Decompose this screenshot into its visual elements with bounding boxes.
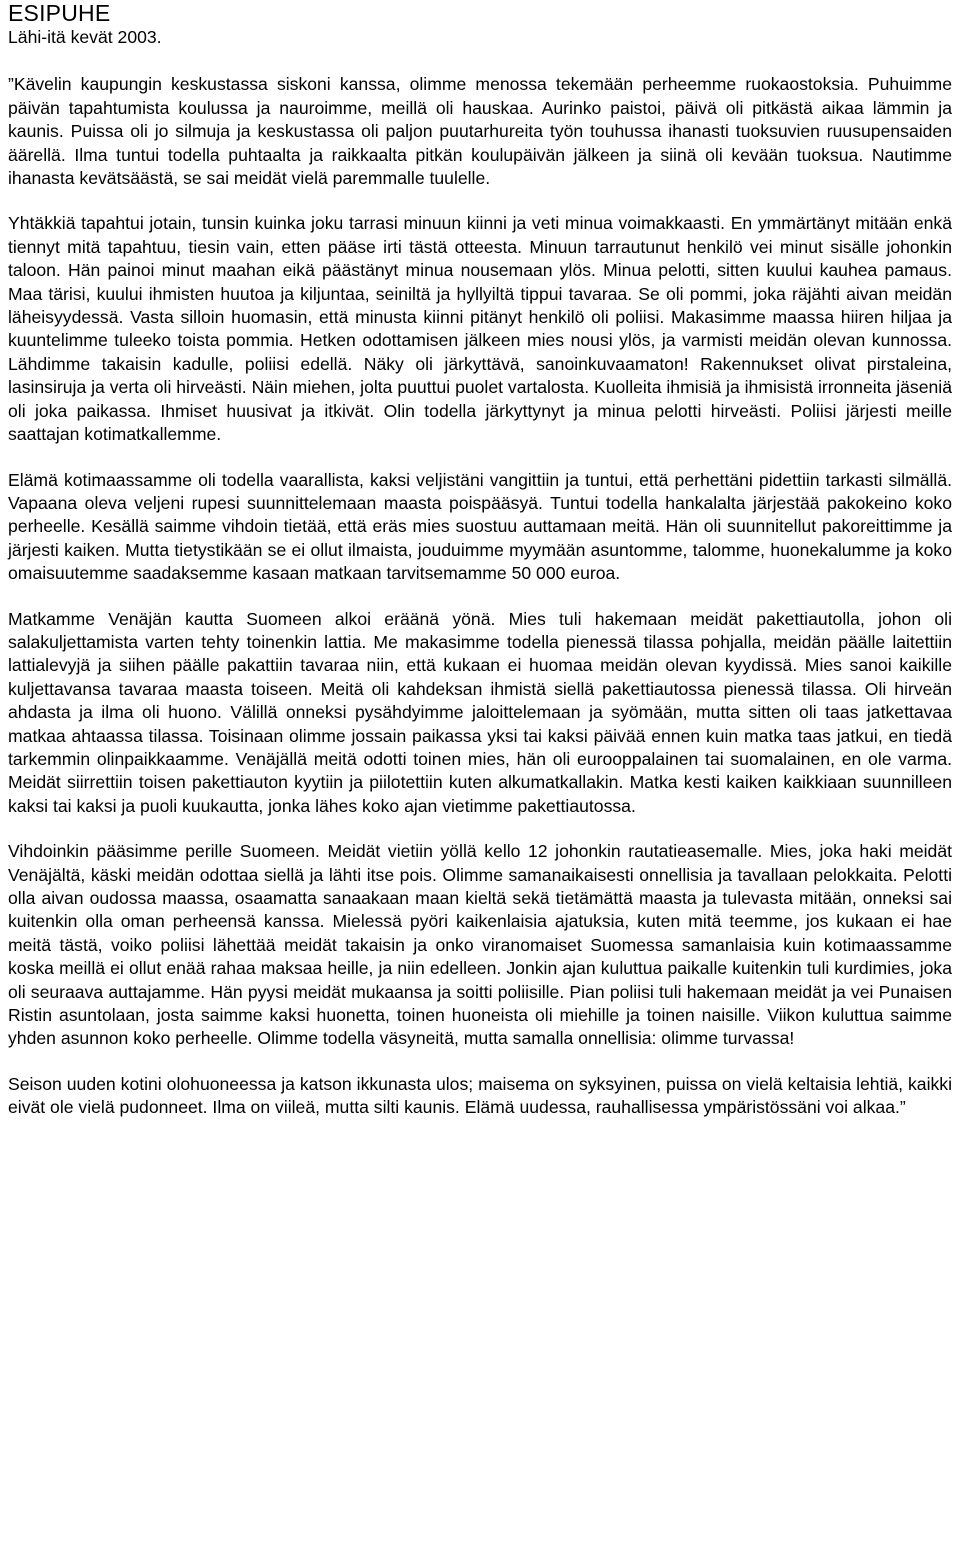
paragraph-3: Elämä kotimaassamme oli todella vaarallista, kaksi veljistäni vangittiin ja tuntui, että perhettäni pidettiin tarkasti silmällä. Vapaana oleva veljeni rupesi suunnittelemaan maasta poispääsyä. Tuntui todella hankalalta järjestää pakokeino koko perheelle. Kesällä saimme vihdoin tietää, että eräs mies suostuu auttamaan meitä. Hän oli suunnitellut pakoreittimme ja järjesti kaiken. Mutta tietystikään se ei ollut ilmaista, jouduimme myymään asuntomme, talomme, huonekalumme ja koko omaisuutemme saadaksemme kasaan matkaan tarvitsemamme 50 000 euroa. xyxy=(8,469,952,584)
document-title: ESIPUHE xyxy=(8,0,111,26)
paragraph-2: Yhtäkkiä tapahtui jotain, tunsin kuinka joku tarrasi minuun kiinni ja veti minua voimakkaasti. En ymmärtänyt mitään enkä tiennyt mitä tapahtuu, tiesin vain, etten pääse irti tästä otteesta. Minuun tarrautunut henkilö vei minut sisälle johonkin taloon. Hän painoi minut maahan eikä päästänyt minua nousemaan ylös. Minua pelotti, sitten kuului kauhea pamaus. Maa tärisi, kuului ihmisten huutoa ja kiljuntaa, seiniltä ja hyllyiltä tippui tavaraa. Se oli pommi, joka räjähti aivan meidän läheisyydessä. Vasta silloin huomasin, että minusta kiinni pitänyt henkilö oli poliisi. Makasimme maassa hiiren hiljaa ja kuuntelimme tuleeko toista pommia. Hetken odottamisen jälkeen mies nousi ylös, ja varmisti meidän olevan kunnossa. Lähdimme takaisin kadulle, poliisi edellä. Näky oli järkyttävä, sanoinkuvaamaton! Rakennukset olivat pirstaleina, lasinsiruja ja verta oli hirveästi. Näin miehen, jolta puuttui puolet vartalosta. Kuolleita ihmisiä ja ihmisistä irronneita jäseniä oli joka paikassa. Ihmiset huusivat ja itkivät. Olin todella järkyttynyt ja minua pelotti hirveästi. Poliisi järjesti meille saattajan kotimatkallemme. xyxy=(8,213,952,445)
dateline: Lähi-itä kevät 2003. xyxy=(8,27,162,47)
paragraph-4: Matkamme Venäjän kautta Suomeen alkoi eräänä yönä. Mies tuli hakemaan meidät pakettiautolla, johon oli salakuljettamista varten tehty toinenkin lattia. Me makasimme todella pienessä tilassa pohjalla, meidän päälle laitettiin lattialevyjä ja siihen päälle pakattiin tavaraa niin, että kukaan ei huomaa meidän olevan kyydissä. Mies sanoi kaikille kuljettavansa tavaraa maasta toiseen. Meitä oli kahdeksan ihmistä siellä pakettiautossa pienessä tilassa. Oli hirveän ahdasta ja ilma oli huono. Välillä onneksi pysähdyimme jaloittelemaan ja syömään, mutta sitten oli taas jatkettavaa matkaa ahtaassa tilassa. Toisinaan olimme jossain paikassa yksi tai kaksi päivää ennen kuin matka taas jatkui, en tiedä tarkemmin olinpaikkaamme. Venäjällä meitä odotti toinen mies, hän oli eurooppalainen tai suomalainen, en ole varma. Meidät siirrettiin toisen pakettiauton kyytiin ja piilotettiin kuten alkumatkallakin. Matka kesti kaiken kaikkiaan suunnilleen kaksi tai kaksi ja puoli kuukautta, jonka lähes koko ajan vietimme pakettiautossa. xyxy=(8,608,952,816)
paragraph-5: Vihdoinkin pääsimme perille Suomeen. Meidät vietiin yöllä kello 12 johonkin rautatieasemalle. Mies, joka haki meidät Venäjältä, käski meidän odottaa siellä ja lähti itse pois. Olimme samanaikaisesti onnellisia ja tavallaan pelokkaita. Pelotti olla aivan oudossa maassa, osaamatta sanaakaan maan kieltä sekä tietämättä maasta ja tulevasta mitään, onneksi sai kuitenkin olla oman perheensä kanssa. Mielessä pyöri kaikenlaisia ajatuksia, kuten mitä teemme, jos kukaan ei hae meitä tästä, voiko poliisi lähettää meidät takaisin ja onko viranomaiset Suomessa samanlaisia kuin kotimaassamme koska meillä ei ollut enää rahaa maksaa heille, ja niin edelleen. Jonkin ajan kuluttua paikalle kuitenkin tuli kurdimies, joka oli seuraava auttajamme. Hän pyysi meidät mukaansa ja soitti poliisille. Pian poliisi tuli hakemaan meidät ja vei Punaisen Ristin asuntolaan, josta saimme kaksi huonetta, toinen huoneista oli miehille ja toinen naisille. Viikon kuluttua saimme yhden asunnon koko perheelle. Olimme todella väsyneitä, mutta samalla onnellisia: olimme turvassa! xyxy=(8,841,952,1049)
paragraph-1: ”Kävelin kaupungin keskustassa siskoni kanssa, olimme menossa tekemään perheemme ruokaostoksia. Puhuimme päivän tapahtumista koulussa ja nauroimme, meillä oli hauskaa. Aurinko paistoi, päivä oli pitkästä aikaa lämmin ja kaunis. Puissa oli jo silmuja ja keskustassa oli paljon puutarhureita työn touhussa ihanasti tuoksuvien ruusupensaiden äärellä. Ilma tuntui todella puhtaalta ja raikkaalta pitkän koulupäivän jälkeen ja siinä oli kevään tuoksua. Nautimme ihanasta kevätsäästä, se sai meidät vielä paremmalle tuulelle. xyxy=(8,74,952,189)
document-body xyxy=(8,26,952,1120)
paragraph-6: Seison uuden kotini olohuoneessa ja katson ikkunasta ulos; maisema on syksyinen, puissa on vielä keltaisia lehtiä, kaikki eivät ole vielä pudonneet. Ilma on viileä, mutta silti kaunis. Elämä uudessa, rauhallisessa ympäristössäni voi alkaa.” xyxy=(8,1073,952,1118)
